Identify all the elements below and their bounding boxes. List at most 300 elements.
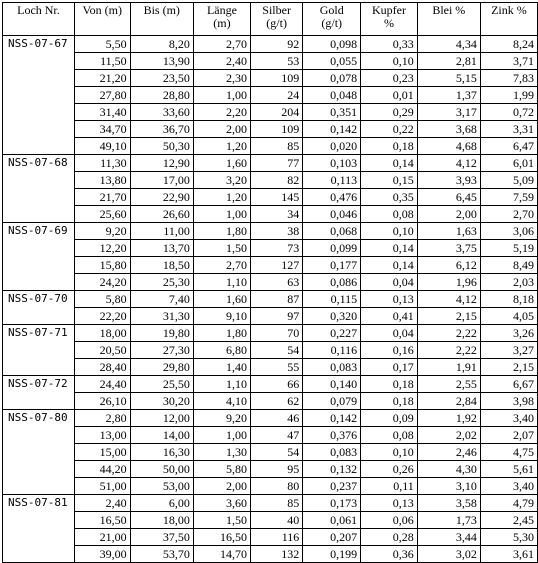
table-row [3, 223, 538, 240]
kupfer-cell: 0,28 [361, 529, 418, 546]
hole-id-cell [3, 393, 75, 410]
kupfer-cell: 0,13 [361, 291, 418, 308]
kupfer-cell: 0,10 [361, 444, 418, 461]
gold-cell: 0,046 [303, 206, 361, 223]
gold-cell: 0,116 [303, 342, 361, 359]
zink-cell: 3,26 [480, 325, 537, 342]
von-cell: 11,50 [74, 53, 130, 70]
von-cell: 5,50 [74, 36, 130, 53]
von-cell: 5,80 [74, 291, 130, 308]
hole-id-cell: NSS-07-81 [3, 495, 75, 512]
laenge-cell: 1,80 [193, 325, 250, 342]
silber-cell: 40 [250, 512, 302, 529]
hole-id-cell [3, 478, 75, 495]
header-von: Von (m) [74, 3, 130, 36]
table-row [3, 478, 538, 495]
silber-cell: 70 [250, 325, 302, 342]
header-gold-label: Gold [319, 3, 344, 17]
gold-cell: 0,142 [303, 410, 361, 427]
laenge-cell: 9,10 [193, 308, 250, 325]
kupfer-cell: 0,01 [361, 87, 418, 104]
bis-cell: 33,60 [130, 104, 193, 121]
gold-cell: 0,078 [303, 70, 361, 87]
von-cell: 22,20 [74, 308, 130, 325]
kupfer-cell: 0,13 [361, 495, 418, 512]
laenge-cell: 1,00 [193, 206, 250, 223]
gold-cell: 0,098 [303, 36, 361, 53]
hole-id-cell [3, 461, 75, 478]
gold-cell: 0,086 [303, 274, 361, 291]
von-cell: 24,20 [74, 274, 130, 291]
header-silber-unit: (g/t) [266, 16, 287, 30]
zink-cell: 5,61 [480, 461, 537, 478]
zink-cell: 8,49 [480, 257, 537, 274]
silber-cell: 80 [250, 478, 302, 495]
table-row [3, 342, 538, 359]
blei-cell: 1,63 [417, 223, 480, 240]
zink-cell: 2,03 [480, 274, 537, 291]
von-cell: 16,50 [74, 512, 130, 529]
blei-cell: 4,30 [417, 461, 480, 478]
blei-cell: 3,02 [417, 546, 480, 563]
laenge-cell: 2,30 [193, 70, 250, 87]
laenge-cell: 6,80 [193, 342, 250, 359]
bis-cell: 25,30 [130, 274, 193, 291]
bis-cell: 22,90 [130, 189, 193, 206]
bis-cell: 26,60 [130, 206, 193, 223]
hole-id-cell [3, 121, 75, 138]
laenge-cell: 2,00 [193, 121, 250, 138]
table-row [3, 461, 538, 478]
kupfer-cell: 0,09 [361, 410, 418, 427]
von-cell: 2,80 [74, 410, 130, 427]
silber-cell: 85 [250, 495, 302, 512]
kupfer-cell: 0,10 [361, 53, 418, 70]
table-row [3, 36, 538, 53]
silber-cell: 77 [250, 155, 302, 172]
laenge-cell: 1,10 [193, 376, 250, 393]
kupfer-cell: 0,11 [361, 478, 418, 495]
gold-cell: 0,068 [303, 223, 361, 240]
laenge-cell: 1,80 [193, 223, 250, 240]
bis-cell: 25,50 [130, 376, 193, 393]
kupfer-cell: 0,23 [361, 70, 418, 87]
hole-id-cell [3, 189, 75, 206]
gold-cell: 0,376 [303, 427, 361, 444]
gold-cell: 0,083 [303, 444, 361, 461]
von-cell: 26,10 [74, 393, 130, 410]
blei-cell: 3,44 [417, 529, 480, 546]
von-cell: 21,20 [74, 70, 130, 87]
laenge-cell: 3,20 [193, 172, 250, 189]
bis-cell: 50,00 [130, 461, 193, 478]
silber-cell: 97 [250, 308, 302, 325]
blei-cell: 5,15 [417, 70, 480, 87]
table-row [3, 138, 538, 155]
von-cell: 31,40 [74, 104, 130, 121]
gold-cell: 0,177 [303, 257, 361, 274]
table-row [3, 104, 538, 121]
zink-cell: 3,40 [480, 410, 537, 427]
bis-cell: 31,30 [130, 308, 193, 325]
hole-id-cell [3, 342, 75, 359]
kupfer-cell: 0,08 [361, 206, 418, 223]
zink-cell: 6,47 [480, 138, 537, 155]
hole-id-cell [3, 240, 75, 257]
laenge-cell: 2,00 [193, 478, 250, 495]
silber-cell: 109 [250, 70, 302, 87]
silber-cell: 54 [250, 342, 302, 359]
laenge-cell: 1,00 [193, 87, 250, 104]
zink-cell: 4,75 [480, 444, 537, 461]
zink-cell: 5,09 [480, 172, 537, 189]
table-row [3, 189, 538, 206]
zink-cell: 3,27 [480, 342, 537, 359]
gold-cell: 0,083 [303, 359, 361, 376]
kupfer-cell: 0,14 [361, 257, 418, 274]
table-row [3, 376, 538, 393]
kupfer-cell: 0,18 [361, 376, 418, 393]
von-cell: 11,30 [74, 155, 130, 172]
hole-id-cell [3, 427, 75, 444]
laenge-cell: 4,10 [193, 393, 250, 410]
table-row [3, 359, 538, 376]
von-cell: 39,00 [74, 546, 130, 563]
table-row [3, 512, 538, 529]
table-row [3, 495, 538, 512]
laenge-cell: 2,40 [193, 53, 250, 70]
laenge-cell: 3,60 [193, 495, 250, 512]
bis-cell: 23,50 [130, 70, 193, 87]
header-row [3, 3, 538, 36]
von-cell: 28,40 [74, 359, 130, 376]
blei-cell: 1,91 [417, 359, 480, 376]
laenge-cell: 1,50 [193, 240, 250, 257]
table-row [3, 410, 538, 427]
von-cell: 20,50 [74, 342, 130, 359]
gold-cell: 0,115 [303, 291, 361, 308]
table-row [3, 325, 538, 342]
hole-id-cell: NSS-07-71 [3, 325, 75, 342]
gold-cell: 0,079 [303, 393, 361, 410]
gold-cell: 0,020 [303, 138, 361, 155]
hole-id-cell [3, 172, 75, 189]
blei-cell: 2,22 [417, 342, 480, 359]
kupfer-cell: 0,41 [361, 308, 418, 325]
table-row [3, 206, 538, 223]
zink-cell: 2,15 [480, 359, 537, 376]
zink-cell: 4,05 [480, 308, 537, 325]
gold-cell: 0,227 [303, 325, 361, 342]
zink-cell: 7,59 [480, 189, 537, 206]
table-row [3, 308, 538, 325]
zink-cell: 6,01 [480, 155, 537, 172]
laenge-cell: 1,20 [193, 189, 250, 206]
bis-cell: 53,00 [130, 478, 193, 495]
blei-cell: 6,12 [417, 257, 480, 274]
table-body [3, 36, 538, 563]
bis-cell: 18,00 [130, 512, 193, 529]
von-cell: 9,20 [74, 223, 130, 240]
blei-cell: 3,17 [417, 104, 480, 121]
header-kupfer-unit: % [383, 16, 394, 30]
table-row [3, 172, 538, 189]
von-cell: 21,00 [74, 529, 130, 546]
von-cell: 34,70 [74, 121, 130, 138]
bis-cell: 13,70 [130, 240, 193, 257]
hole-id-cell [3, 87, 75, 104]
blei-cell: 3,10 [417, 478, 480, 495]
silber-cell: 87 [250, 291, 302, 308]
gold-cell: 0,113 [303, 172, 361, 189]
blei-cell: 2,22 [417, 325, 480, 342]
table-row [3, 393, 538, 410]
silber-cell: 55 [250, 359, 302, 376]
silber-cell: 109 [250, 121, 302, 138]
blei-cell: 2,84 [417, 393, 480, 410]
table-row [3, 53, 538, 70]
blei-cell: 1,73 [417, 512, 480, 529]
laenge-cell: 1,20 [193, 138, 250, 155]
hole-id-cell [3, 512, 75, 529]
header-kupfer [361, 3, 418, 36]
von-cell: 13,00 [74, 427, 130, 444]
von-cell: 51,00 [74, 478, 130, 495]
bis-cell: 18,50 [130, 257, 193, 274]
hole-id-cell [3, 546, 75, 563]
hole-id-cell [3, 104, 75, 121]
hole-id-cell [3, 274, 75, 291]
silber-cell: 95 [250, 461, 302, 478]
gold-cell: 0,099 [303, 240, 361, 257]
laenge-cell: 1,00 [193, 427, 250, 444]
laenge-cell: 1,40 [193, 359, 250, 376]
laenge-cell: 1,30 [193, 444, 250, 461]
laenge-cell: 2,20 [193, 104, 250, 121]
header-gold [303, 3, 361, 36]
gold-cell: 0,476 [303, 189, 361, 206]
bis-cell: 14,00 [130, 427, 193, 444]
gold-cell: 0,351 [303, 104, 361, 121]
zink-cell: 3,61 [480, 546, 537, 563]
laenge-cell: 1,10 [193, 274, 250, 291]
bis-cell: 17,00 [130, 172, 193, 189]
gold-cell: 0,140 [303, 376, 361, 393]
kupfer-cell: 0,06 [361, 512, 418, 529]
bis-cell: 13,90 [130, 53, 193, 70]
bis-cell: 36,70 [130, 121, 193, 138]
silber-cell: 62 [250, 393, 302, 410]
header-zink: Zink % [480, 3, 537, 36]
gold-cell: 0,132 [303, 461, 361, 478]
kupfer-cell: 0,14 [361, 240, 418, 257]
silber-cell: 46 [250, 410, 302, 427]
hole-id-cell [3, 444, 75, 461]
von-cell: 21,70 [74, 189, 130, 206]
blei-cell: 3,58 [417, 495, 480, 512]
hole-id-cell [3, 138, 75, 155]
blei-cell: 4,68 [417, 138, 480, 155]
hole-id-cell [3, 206, 75, 223]
blei-cell: 2,81 [417, 53, 480, 70]
blei-cell: 2,15 [417, 308, 480, 325]
laenge-cell: 5,80 [193, 461, 250, 478]
bis-cell: 7,40 [130, 291, 193, 308]
blei-cell: 2,02 [417, 427, 480, 444]
table-row [3, 121, 538, 138]
kupfer-cell: 0,33 [361, 36, 418, 53]
zink-cell: 0,72 [480, 104, 537, 121]
kupfer-cell: 0,29 [361, 104, 418, 121]
laenge-cell: 1,60 [193, 291, 250, 308]
bis-cell: 50,30 [130, 138, 193, 155]
blei-cell: 1,37 [417, 87, 480, 104]
kupfer-cell: 0,26 [361, 461, 418, 478]
table-row [3, 274, 538, 291]
von-cell: 44,20 [74, 461, 130, 478]
blei-cell: 1,96 [417, 274, 480, 291]
blei-cell: 2,55 [417, 376, 480, 393]
zink-cell: 3,31 [480, 121, 537, 138]
kupfer-cell: 0,08 [361, 427, 418, 444]
table-row [3, 529, 538, 546]
hole-id-cell [3, 70, 75, 87]
kupfer-cell: 0,18 [361, 138, 418, 155]
laenge-cell: 9,20 [193, 410, 250, 427]
blei-cell: 2,00 [417, 206, 480, 223]
bis-cell: 16,30 [130, 444, 193, 461]
silber-cell: 34 [250, 206, 302, 223]
bis-cell: 37,50 [130, 529, 193, 546]
bis-cell: 28,80 [130, 87, 193, 104]
bis-cell: 53,70 [130, 546, 193, 563]
laenge-cell: 1,60 [193, 155, 250, 172]
bis-cell: 8,20 [130, 36, 193, 53]
kupfer-cell: 0,15 [361, 172, 418, 189]
gold-cell: 0,320 [303, 308, 361, 325]
silber-cell: 54 [250, 444, 302, 461]
bis-cell: 27,30 [130, 342, 193, 359]
zink-cell: 3,06 [480, 223, 537, 240]
bis-cell: 12,00 [130, 410, 193, 427]
von-cell: 13,80 [74, 172, 130, 189]
bis-cell: 30,20 [130, 393, 193, 410]
silber-cell: 127 [250, 257, 302, 274]
gold-cell: 0,173 [303, 495, 361, 512]
zink-cell: 6,67 [480, 376, 537, 393]
silber-cell: 63 [250, 274, 302, 291]
zink-cell: 2,07 [480, 427, 537, 444]
zink-cell: 3,40 [480, 478, 537, 495]
bis-cell: 12,90 [130, 155, 193, 172]
silber-cell: 132 [250, 546, 302, 563]
hole-id-cell [3, 359, 75, 376]
hole-id-cell: NSS-07-72 [3, 376, 75, 393]
bis-cell: 19,80 [130, 325, 193, 342]
gold-cell: 0,142 [303, 121, 361, 138]
von-cell: 25,60 [74, 206, 130, 223]
kupfer-cell: 0,22 [361, 121, 418, 138]
von-cell: 15,80 [74, 257, 130, 274]
laenge-cell: 14,70 [193, 546, 250, 563]
table-row [3, 427, 538, 444]
kupfer-cell: 0,36 [361, 546, 418, 563]
hole-id-cell [3, 529, 75, 546]
kupfer-cell: 0,18 [361, 393, 418, 410]
table-row [3, 70, 538, 87]
gold-cell: 0,061 [303, 512, 361, 529]
hole-id-cell [3, 257, 75, 274]
blei-cell: 2,46 [417, 444, 480, 461]
blei-cell: 1,92 [417, 410, 480, 427]
header-gold-unit: (g/t) [321, 16, 343, 30]
von-cell: 18,00 [74, 325, 130, 342]
blei-cell: 3,68 [417, 121, 480, 138]
silber-cell: 204 [250, 104, 302, 121]
silber-cell: 66 [250, 376, 302, 393]
kupfer-cell: 0,17 [361, 359, 418, 376]
zink-cell: 4,79 [480, 495, 537, 512]
hole-id-cell: NSS-07-68 [3, 155, 75, 172]
kupfer-cell: 0,35 [361, 189, 418, 206]
von-cell: 24,40 [74, 376, 130, 393]
von-cell: 15,00 [74, 444, 130, 461]
blei-cell: 3,75 [417, 240, 480, 257]
laenge-cell: 2,70 [193, 257, 250, 274]
zink-cell: 3,98 [480, 393, 537, 410]
blei-cell: 4,34 [417, 36, 480, 53]
header-blei: Blei % [417, 3, 480, 36]
von-cell: 27,80 [74, 87, 130, 104]
silber-cell: 85 [250, 138, 302, 155]
kupfer-cell: 0,10 [361, 223, 418, 240]
silber-cell: 92 [250, 36, 302, 53]
drill-results-table [2, 2, 538, 563]
header-laenge-label: Länge [206, 3, 237, 17]
table-row [3, 257, 538, 274]
kupfer-cell: 0,16 [361, 342, 418, 359]
kupfer-cell: 0,04 [361, 274, 418, 291]
header-kupfer-label: Kupfer [371, 3, 406, 17]
header-loch: Loch Nr. [3, 3, 75, 36]
table-row [3, 444, 538, 461]
silber-cell: 38 [250, 223, 302, 240]
laenge-cell: 1,50 [193, 512, 250, 529]
hole-id-cell [3, 308, 75, 325]
silber-cell: 145 [250, 189, 302, 206]
header-silber-label: Silber [262, 3, 291, 17]
bis-cell: 6,00 [130, 495, 193, 512]
zink-cell: 5,30 [480, 529, 537, 546]
bis-cell: 11,00 [130, 223, 193, 240]
kupfer-cell: 0,04 [361, 325, 418, 342]
zink-cell: 3,71 [480, 53, 537, 70]
zink-cell: 8,18 [480, 291, 537, 308]
gold-cell: 0,199 [303, 546, 361, 563]
gold-cell: 0,048 [303, 87, 361, 104]
gold-cell: 0,103 [303, 155, 361, 172]
blei-cell: 6,45 [417, 189, 480, 206]
zink-cell: 7,83 [480, 70, 537, 87]
kupfer-cell: 0,14 [361, 155, 418, 172]
table-row [3, 291, 538, 308]
hole-id-cell: NSS-07-69 [3, 223, 75, 240]
silber-cell: 73 [250, 240, 302, 257]
hole-id-cell: NSS-07-80 [3, 410, 75, 427]
laenge-cell: 2,70 [193, 36, 250, 53]
silber-cell: 47 [250, 427, 302, 444]
hole-id-cell: NSS-07-67 [3, 36, 75, 53]
